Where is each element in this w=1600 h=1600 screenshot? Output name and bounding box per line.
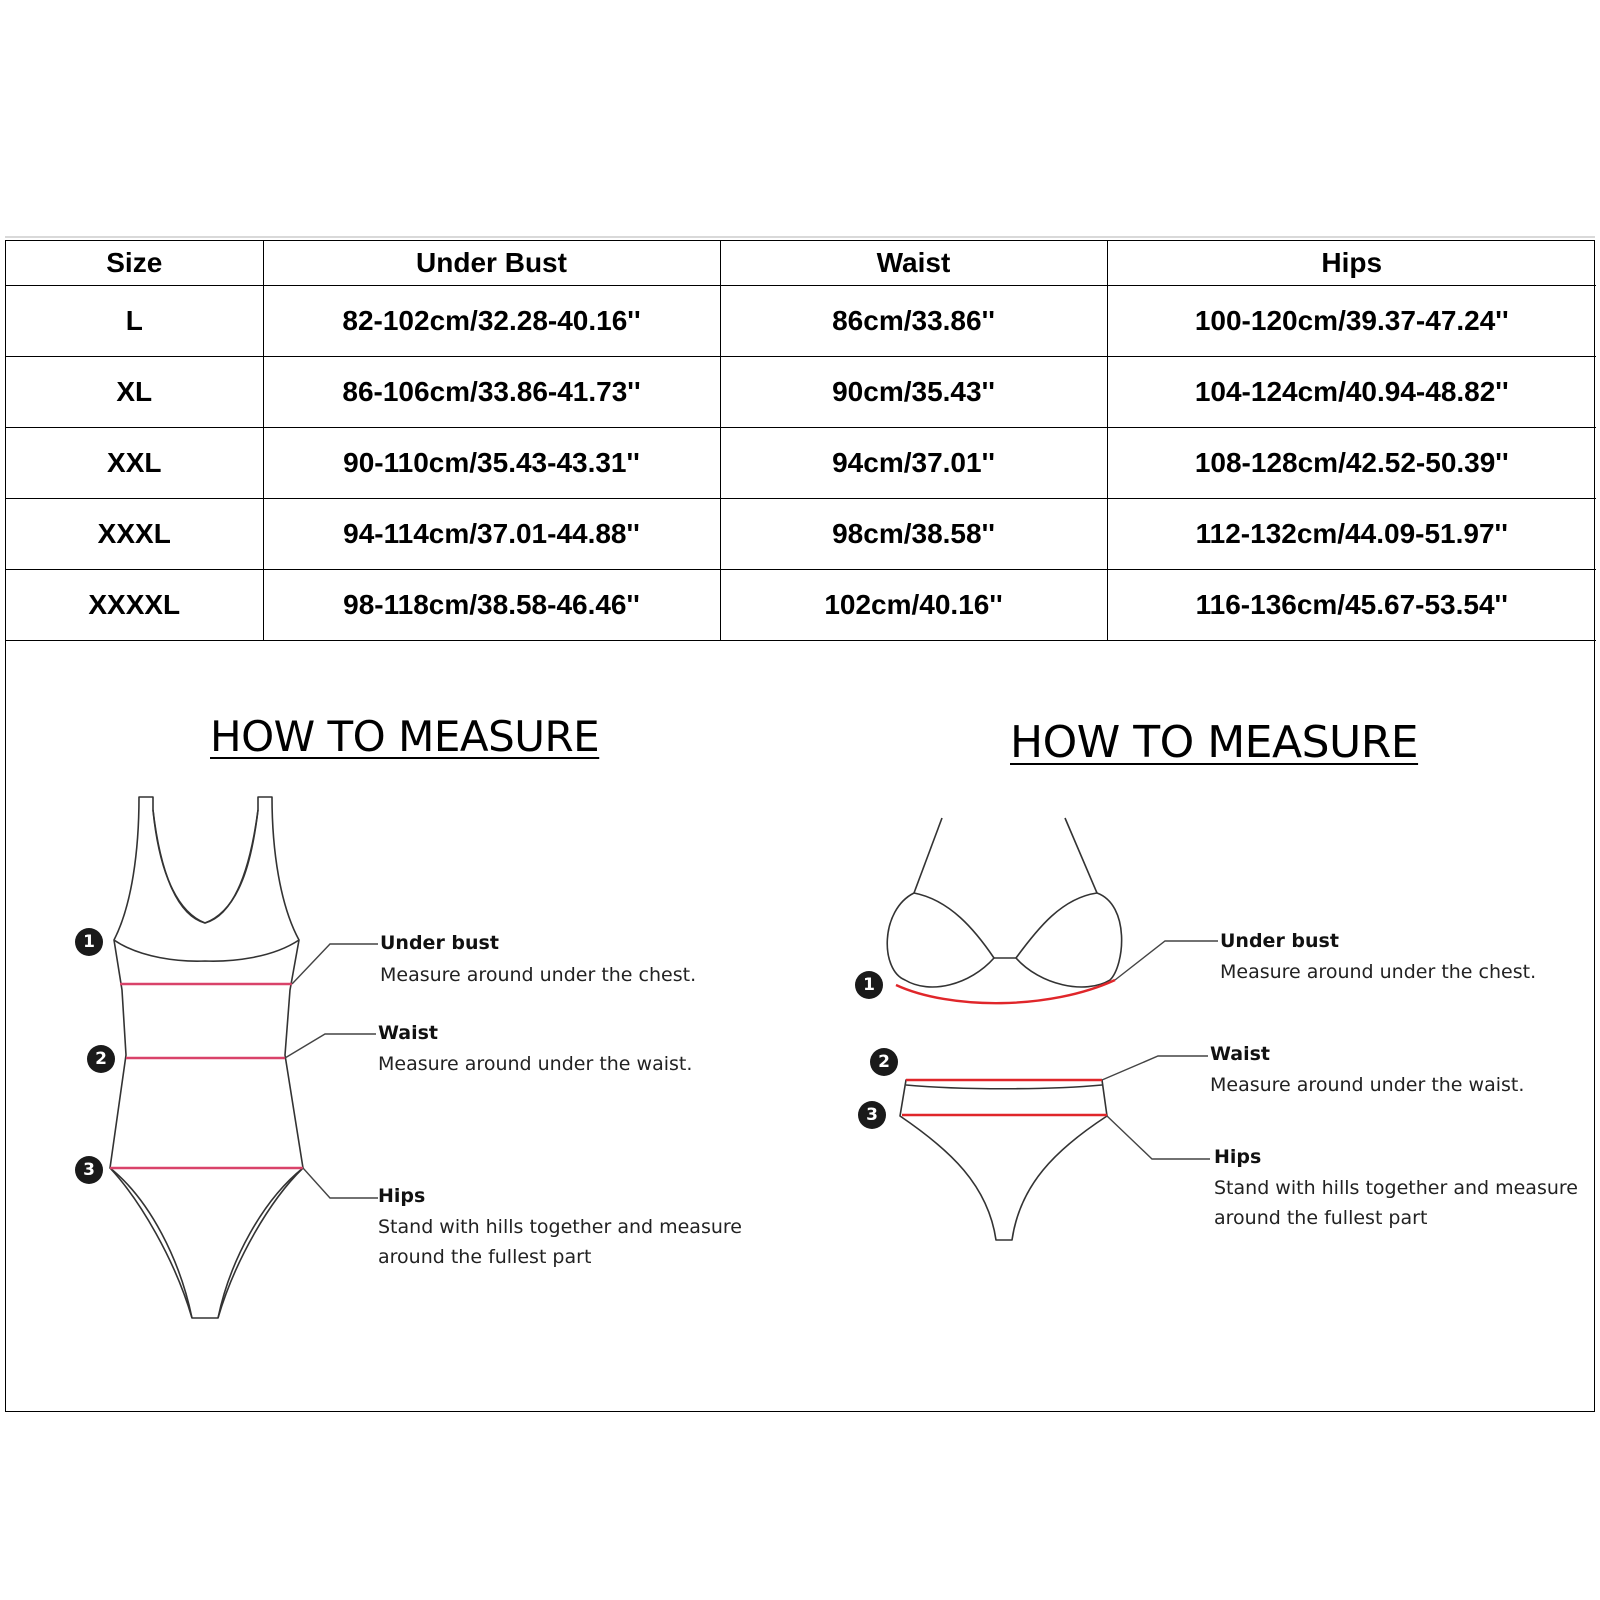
hips-desc-line1: Stand with hills together and measure xyxy=(378,1216,742,1238)
cell-waist: 98cm/38.58'' xyxy=(720,499,1107,570)
waist-label: Waist xyxy=(1210,1043,1271,1065)
cell-size: XL xyxy=(6,357,263,428)
hips-label: Hips xyxy=(1214,1146,1262,1168)
under-bust-label: Under bust xyxy=(380,932,499,954)
cell-waist: 86cm/33.86'' xyxy=(720,286,1107,357)
waist-desc: Measure around under the waist. xyxy=(1210,1074,1525,1096)
waist-label: Waist xyxy=(378,1022,439,1044)
cell-size: XXXXL xyxy=(6,570,263,641)
cell-waist: 94cm/37.01'' xyxy=(720,428,1107,499)
cell-size: XXL xyxy=(6,428,263,499)
cell-waist: 90cm/35.43'' xyxy=(720,357,1107,428)
cell-hips: 100-120cm/39.37-47.24'' xyxy=(1107,286,1596,357)
cell-size: L xyxy=(6,286,263,357)
waist-desc: Measure around under the waist. xyxy=(378,1053,693,1075)
cell-under-bust: 98-118cm/38.58-46.46'' xyxy=(263,570,720,641)
cell-under-bust: 86-106cm/33.86-41.73'' xyxy=(263,357,720,428)
under-bust-desc: Measure around under the chest. xyxy=(1220,961,1537,983)
header-waist: Waist xyxy=(720,241,1107,286)
marker-2: 2 xyxy=(87,1045,115,1073)
cell-hips: 116-136cm/45.67-53.54'' xyxy=(1107,570,1596,641)
cell-waist: 102cm/40.16'' xyxy=(720,570,1107,641)
marker-1: 1 xyxy=(855,971,883,999)
guide-title: HOW TO MEASURE xyxy=(1010,717,1419,768)
under-bust-desc: Measure around under the chest. xyxy=(380,964,697,986)
header-hips: Hips xyxy=(1107,241,1596,286)
cell-hips: 104-124cm/40.94-48.82'' xyxy=(1107,357,1596,428)
header-under-bust: Under Bust xyxy=(263,241,720,286)
cell-under-bust: 82-102cm/32.28-40.16'' xyxy=(263,286,720,357)
under-bust-label: Under bust xyxy=(1220,930,1339,952)
hips-desc-line2: around the fullest part xyxy=(378,1246,592,1268)
hips-label: Hips xyxy=(378,1185,426,1207)
guide-title: HOW TO MEASURE xyxy=(210,712,600,761)
marker-2: 2 xyxy=(870,1048,898,1076)
cell-hips: 112-132cm/44.09-51.97'' xyxy=(1107,499,1596,570)
marker-1: 1 xyxy=(75,928,103,956)
cell-size: XXXL xyxy=(6,499,263,570)
cell-under-bust: 94-114cm/37.01-44.88'' xyxy=(263,499,720,570)
cell-under-bust: 90-110cm/35.43-43.31'' xyxy=(263,428,720,499)
hips-desc-line2: around the fullest part xyxy=(1214,1207,1428,1229)
marker-3: 3 xyxy=(75,1156,103,1184)
marker-3: 3 xyxy=(858,1101,886,1129)
header-size: Size xyxy=(6,241,263,286)
cell-hips: 108-128cm/42.52-50.39'' xyxy=(1107,428,1596,499)
hips-desc-line1: Stand with hills together and measure xyxy=(1214,1177,1578,1199)
